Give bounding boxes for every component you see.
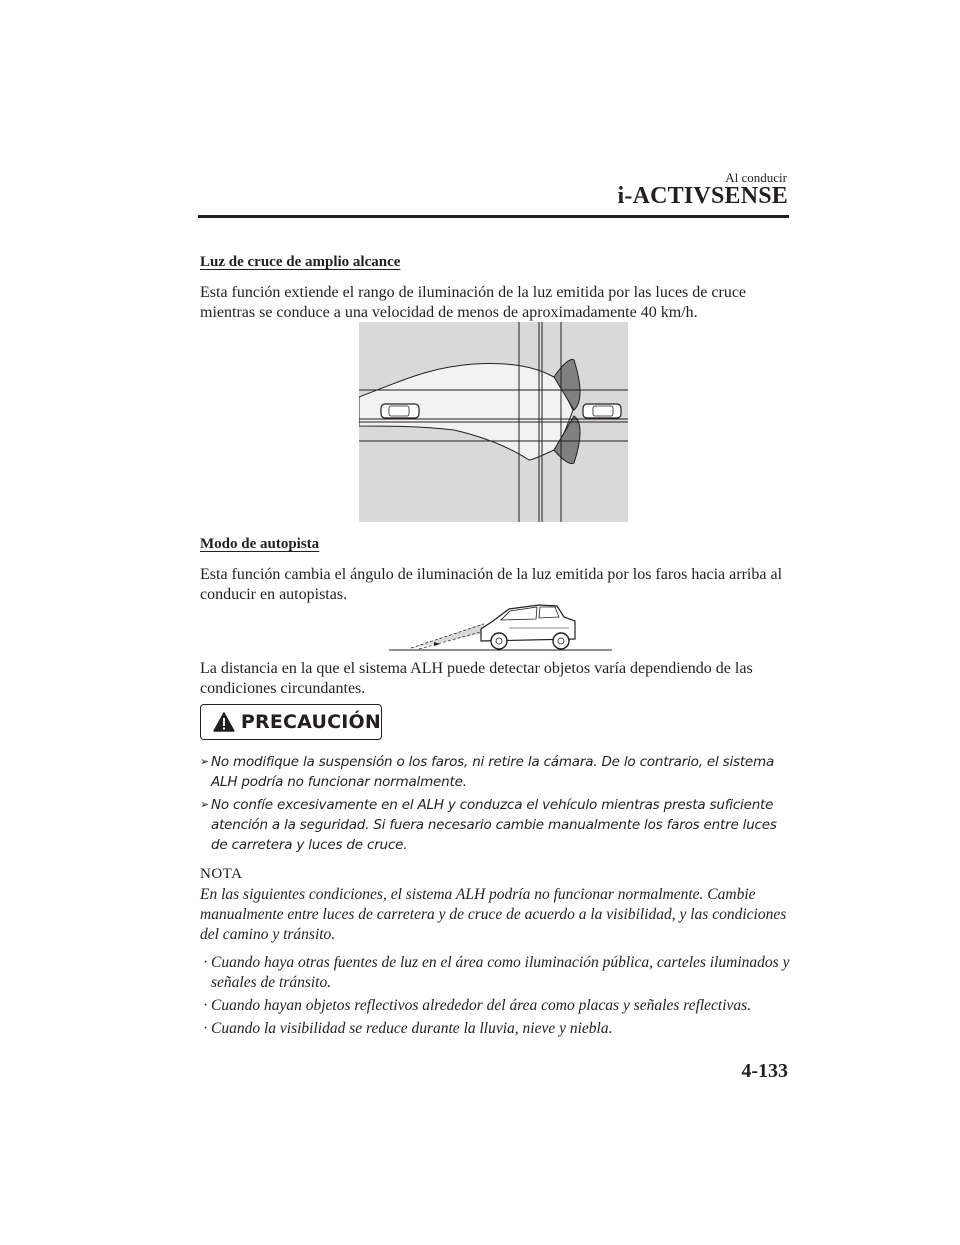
note-item-text: Cuando haya otras fuentes de luz en el área como iluminación pública, carteles iluminados y señales de tránsito.	[211, 954, 790, 991]
intersection-illumination-diagram	[359, 322, 628, 522]
heading-motorway-mode: Modo de autopista	[200, 536, 320, 552]
motorway-mode-body: Esta función cambia el ángulo de iluminación de la luz emitida por los faros hacia arriba al conducir en autopistas.	[200, 566, 783, 603]
note-item	[200, 953, 790, 993]
page-number: 4-133	[741, 1060, 788, 1082]
caution-item	[200, 795, 780, 855]
suv-headlight-angle-diagram	[389, 603, 612, 651]
wide-range-body: Esta función extiende el rango de iluminación de la luz emitida por las luces de cruce mientras se conduce a una velocidad de menos de aproximadamente 40 km/h.	[200, 284, 747, 321]
caution-item-text: No modifique la suspensión o los faros, ni retire la cámara. De lo contrario, el sistema ALH podría no funcionar normalmente.	[211, 754, 775, 790]
note-item	[200, 1019, 790, 1039]
header-title: i-ACTIVSENSE	[617, 183, 788, 209]
caution-label: PRECAUCIÓN	[240, 711, 381, 733]
car-left-icon	[381, 404, 419, 418]
note-text: En las siguientes condiciones, el sistema ALH podría no funcionar normalmente. Cambie manualmente entre luces de carretera y de cruce de acuerdo a la visibilidad, y las condiciones del camino y tránsito.	[200, 886, 787, 943]
caution-item-text: No confíe excesivamente en el ALH y conduzca el vehículo mientras presta suficiente atención a la seguridad. Si fuera necesario cambie manualmente los faros entre luces de carretera y luces de cruce.	[211, 797, 777, 853]
dot-bullet-icon: ·	[203, 954, 209, 971]
dot-bullet-icon: ·	[203, 1020, 209, 1037]
dot-bullet-icon: ·	[203, 997, 209, 1014]
note-list	[200, 953, 790, 1042]
note-item-text: Cuando hayan objetos reflectivos alrededor del área como placas y señales reflectivas.	[211, 997, 752, 1014]
note-label: NOTA	[200, 866, 243, 882]
note-item-text: Cuando la visibilidad se reduce durante la lluvia, nieve y niebla.	[211, 1020, 613, 1037]
note-item	[200, 996, 790, 1016]
caution-list	[200, 752, 780, 858]
arrow-bullet-icon: ➢	[200, 755, 210, 768]
arrow-bullet-icon: ➢	[200, 798, 210, 811]
header-section-label: Al conducir	[725, 170, 787, 185]
caution-box	[200, 704, 382, 740]
header-rule	[198, 215, 789, 218]
car-right-icon	[583, 404, 621, 418]
detection-distance-text: La distancia en la que el sistema ALH puede detectar objetos varía dependiendo de las condiciones circundantes.	[200, 660, 753, 697]
caution-item	[200, 752, 780, 792]
warning-triangle-icon	[213, 712, 235, 732]
heading-wide-range-low-beam: Luz de cruce de amplio alcance	[200, 254, 401, 270]
